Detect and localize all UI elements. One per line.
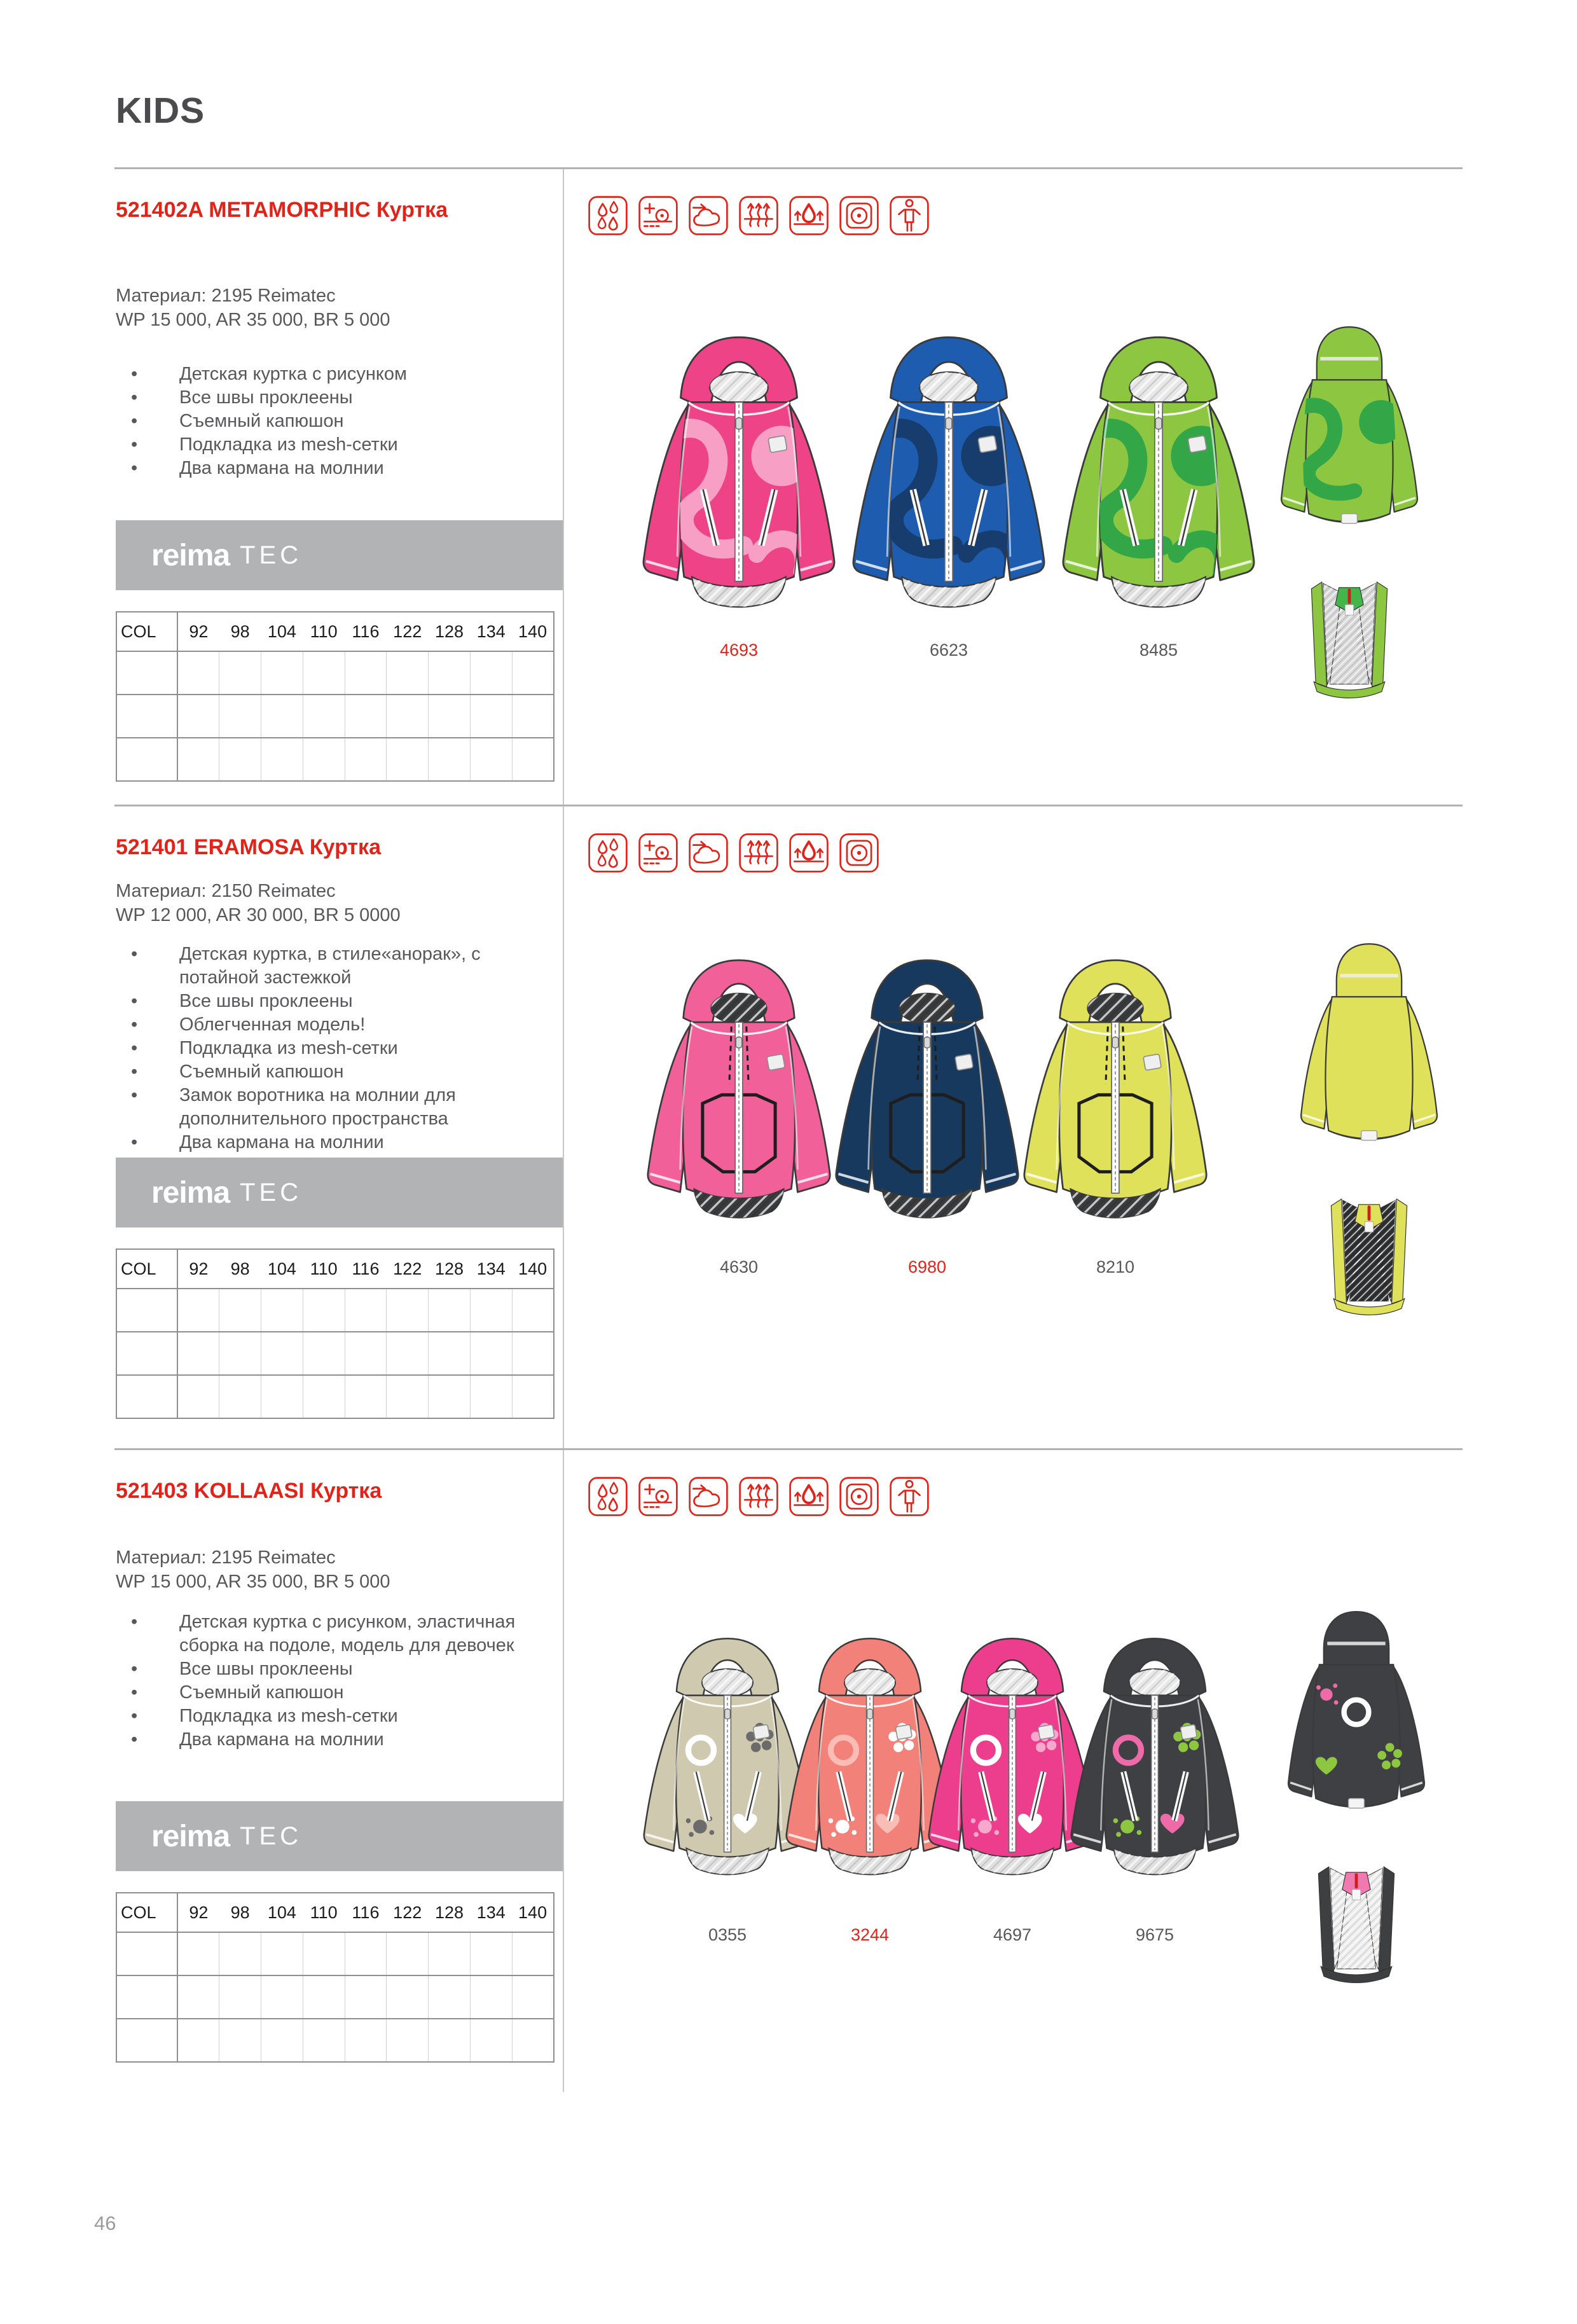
col-header: COL: [116, 1249, 177, 1289]
size-cell: [345, 738, 387, 781]
size-cell: [470, 1932, 512, 1975]
size-cell: [303, 738, 345, 781]
size-cell: [303, 1375, 345, 1418]
size-cell: [177, 1975, 219, 2019]
feature-item: • Съемный капюшон: [116, 1681, 537, 1705]
feature-item: • Облегченная модель!: [116, 1013, 537, 1037]
size-header: 98: [219, 612, 261, 651]
table-row: [116, 1975, 554, 2019]
reima-logo: reima: [151, 1819, 230, 1853]
color-code: 9675: [1135, 1925, 1174, 1944]
size-cell: [429, 1975, 471, 2019]
water-repellent-icon: [788, 195, 830, 237]
size-header: 116: [345, 1249, 387, 1289]
feature-item: • Детская куртка, в стиле«анорак», с потайной застежкой: [116, 943, 537, 990]
size-cell: [303, 1289, 345, 1332]
ergonomic-fit-icon: [888, 1476, 930, 1518]
table-row: [116, 738, 554, 781]
material-line: WP 12 000, AR 30 000, BR 5 0000: [116, 905, 401, 925]
size-header: 110: [303, 1249, 345, 1289]
tec-label: TEC: [240, 1178, 303, 1207]
size-cell: [387, 1289, 429, 1332]
size-cell: [219, 2019, 261, 2062]
alt-views: [1248, 1598, 1463, 1998]
material-info: [116, 284, 537, 332]
product-info: [114, 806, 563, 1448]
jacket-illustration: [1054, 304, 1264, 660]
size-cell: [261, 1975, 303, 2019]
size-cell: [470, 1332, 512, 1375]
table-row: [116, 651, 554, 695]
size-header: 110: [303, 612, 345, 651]
size-cell: [261, 2019, 303, 2062]
breathable-icon: [738, 832, 780, 874]
feature-item: • Детская куртка с рисунком: [116, 363, 537, 386]
size-cell: [177, 738, 219, 781]
jacket-art: [1057, 1589, 1253, 1919]
size-cell: [219, 1932, 261, 1975]
size-table: [116, 611, 554, 782]
size-cell: [116, 695, 177, 738]
reima-logo: reima: [151, 1175, 230, 1210]
jacket-art: [1241, 553, 1457, 712]
size-header: 110: [303, 1893, 345, 1932]
size-header-row: [116, 1249, 554, 1289]
size-cell: [387, 1932, 429, 1975]
table-row: [116, 695, 554, 738]
material-info: [116, 1546, 537, 1594]
size-cell: [387, 738, 429, 781]
windproof-icon: [687, 1476, 729, 1518]
product-gallery: [563, 1450, 1463, 2092]
size-cell: [429, 1332, 471, 1375]
size-cell: [261, 1375, 303, 1418]
alt-views: [1261, 930, 1463, 1331]
jacket-art: [1258, 1598, 1455, 1827]
table-row: [116, 1375, 554, 1418]
size-header: 140: [512, 612, 554, 651]
size-cell: [387, 2019, 429, 2062]
table-row: [116, 1332, 554, 1375]
size-cell: [345, 1932, 387, 1975]
material-line: WP 15 000, AR 35 000, BR 5 000: [116, 310, 390, 330]
size-cell: [429, 695, 471, 738]
jacket-art: [820, 921, 1034, 1252]
product-title: 521402A METAMORPHIC Куртка: [116, 198, 448, 222]
material-info: [116, 879, 537, 927]
jacket-illustration: [1084, 1589, 1226, 1945]
size-cell: [512, 695, 554, 738]
breathable-icon: [738, 1476, 780, 1518]
size-cell: [116, 2019, 177, 2062]
size-cell: [116, 1289, 177, 1332]
waterproof-icon: [587, 832, 629, 874]
feature-item: • Замок воротника на молнии для дополнительного пространства: [116, 1084, 537, 1131]
jacket-art: [1009, 921, 1222, 1252]
feature-item: • Съемный капюшон: [116, 410, 537, 433]
material-line: WP 15 000, AR 35 000, BR 5 000: [116, 1572, 390, 1592]
size-cell: [219, 695, 261, 738]
size-cell: [470, 738, 512, 781]
size-cell: [512, 1289, 554, 1332]
jacket-art: [1248, 1838, 1463, 1997]
feature-item: • Детская куртка с рисунком, эластичная сборка на подоле, модель для девочек: [116, 1610, 537, 1657]
feature-item: • Два кармана на молнии: [116, 457, 537, 480]
color-code: 8210: [1096, 1257, 1135, 1276]
size-header-row: [116, 612, 554, 651]
product-images: [587, 1589, 1463, 1945]
size-header: 134: [470, 612, 512, 651]
color-code: 4630: [719, 1257, 759, 1276]
easy-care-icon: [838, 832, 880, 874]
size-cell: [512, 1375, 554, 1418]
feature-icons: [587, 1476, 1463, 1518]
size-cell: [345, 2019, 387, 2062]
size-cell: [219, 738, 261, 781]
jacket-illustration: [1271, 930, 1463, 1164]
size-cell: [470, 651, 512, 695]
size-cell: [512, 1332, 554, 1375]
easy-care-icon: [838, 195, 880, 237]
feature-list: [116, 943, 537, 1154]
jacket-art: [1271, 930, 1463, 1159]
col-header: COL: [116, 1893, 177, 1932]
jacket-art: [627, 304, 851, 635]
reima-logo: reima: [151, 538, 230, 572]
size-header: 128: [429, 1893, 471, 1932]
tec-label: TEC: [240, 541, 303, 569]
alt-views: [1241, 313, 1457, 714]
size-header: 134: [470, 1893, 512, 1932]
product-section-eramosa: [114, 805, 1463, 1448]
size-cell: [261, 1289, 303, 1332]
size-cell: [429, 1932, 471, 1975]
size-header: 98: [219, 1893, 261, 1932]
jacket-illustration: [1258, 1598, 1455, 1832]
size-header-row: [116, 1893, 554, 1932]
size-cell: [345, 1332, 387, 1375]
product-section-kollaasi: [114, 1448, 1463, 2092]
size-header: 116: [345, 612, 387, 651]
jacket-illustration: [1021, 921, 1209, 1277]
page-content: [114, 90, 1463, 2092]
product-title: 521403 KOLLAASI Куртка: [116, 1479, 382, 1503]
size-cell: [512, 1932, 554, 1975]
size-cell: [303, 695, 345, 738]
size-cell: [116, 1975, 177, 2019]
size-cell: [261, 695, 303, 738]
jacket-illustration: [634, 304, 844, 660]
feature-item: • Съемный капюшон: [116, 1060, 537, 1084]
feature-item: • Все швы проклеены: [116, 1657, 537, 1681]
size-cell: [345, 651, 387, 695]
color-code: 8485: [1139, 640, 1178, 660]
page-title: KIDS: [116, 90, 205, 131]
taped-seams-icon: [637, 1476, 679, 1518]
size-cell: [512, 1975, 554, 2019]
size-cell: [429, 1289, 471, 1332]
size-cell: [387, 651, 429, 695]
color-code: 6623: [929, 640, 968, 660]
feature-list: [116, 1610, 537, 1752]
taped-seams-icon: [637, 832, 679, 874]
easy-care-icon: [838, 1476, 880, 1518]
size-cell: [303, 1332, 345, 1375]
size-cell: [387, 1332, 429, 1375]
size-header: 92: [177, 1893, 219, 1932]
size-header: 104: [261, 1893, 303, 1932]
feature-item: • Все швы проклеены: [116, 386, 537, 410]
windproof-icon: [687, 832, 729, 874]
feature-item: • Подкладка из mesh-сетки: [116, 1037, 537, 1060]
size-header: 128: [429, 612, 471, 651]
size-header: 134: [470, 1249, 512, 1289]
jacket-illustration: [1241, 553, 1457, 714]
size-header: 104: [261, 612, 303, 651]
size-header: 122: [387, 612, 429, 651]
reimatec-logo-bar: [116, 1158, 563, 1228]
tec-label: TEC: [240, 1822, 303, 1850]
size-header: 140: [512, 1893, 554, 1932]
jacket-art: [837, 304, 1061, 635]
feature-item: • Два кармана на молнии: [116, 1728, 537, 1752]
size-cell: [345, 1975, 387, 2019]
size-header: 122: [387, 1893, 429, 1932]
size-cell: [116, 1332, 177, 1375]
color-code: 0355: [708, 1925, 747, 1944]
size-cell: [303, 1975, 345, 2019]
jacket-illustration: [1248, 1838, 1463, 1998]
size-cell: [303, 651, 345, 695]
size-cell: [219, 651, 261, 695]
waterproof-icon: [587, 195, 629, 237]
size-cell: [303, 2019, 345, 2062]
jacket-art: [1261, 1170, 1463, 1329]
taped-seams-icon: [637, 195, 679, 237]
jacket-art: [632, 921, 846, 1252]
size-header: 128: [429, 1249, 471, 1289]
size-cell: [345, 1289, 387, 1332]
product-images: [587, 921, 1463, 1277]
size-cell: [116, 651, 177, 695]
product-images: [587, 304, 1463, 660]
size-cell: [177, 2019, 219, 2062]
size-cell: [429, 651, 471, 695]
size-header: 122: [387, 1249, 429, 1289]
reimatec-logo-bar: [116, 520, 563, 590]
material-line: Материал: 2150 Reimatec: [116, 881, 336, 901]
size-cell: [177, 651, 219, 695]
size-cell: [261, 738, 303, 781]
size-table: [116, 1892, 554, 2063]
feature-list: [116, 363, 537, 480]
size-header: 140: [512, 1249, 554, 1289]
size-cell: [429, 738, 471, 781]
ergonomic-fit-icon: [888, 195, 930, 237]
product-title: 521401 ERAMOSA Куртка: [116, 835, 381, 859]
size-cell: [261, 1332, 303, 1375]
jacket-illustration: [833, 921, 1021, 1277]
size-cell: [470, 1289, 512, 1332]
feature-item: • Все швы проклеены: [116, 990, 537, 1013]
water-repellent-icon: [788, 832, 830, 874]
col-header: COL: [116, 612, 177, 651]
size-cell: [429, 2019, 471, 2062]
color-code: 4693: [719, 640, 759, 660]
feature-item: • Подкладка из mesh-сетки: [116, 1705, 537, 1728]
product-gallery: [563, 806, 1463, 1448]
jacket-art: [1251, 313, 1448, 542]
reimatec-logo-bar: [116, 1801, 563, 1871]
jacket-illustration: [1251, 313, 1448, 547]
size-cell: [219, 1332, 261, 1375]
page-number: 46: [94, 2212, 116, 2234]
size-header: 92: [177, 612, 219, 651]
size-header: 116: [345, 1893, 387, 1932]
size-cell: [303, 1932, 345, 1975]
table-row: [116, 1932, 554, 1975]
jacket-illustration: [645, 921, 833, 1277]
material-line: Материал: 2195 Reimatec: [116, 1547, 336, 1568]
size-cell: [219, 1975, 261, 2019]
product-info: [114, 1450, 563, 2092]
color-code: 3244: [850, 1925, 890, 1944]
size-cell: [177, 1332, 219, 1375]
size-cell: [177, 1289, 219, 1332]
size-cell: [387, 1375, 429, 1418]
windproof-icon: [687, 195, 729, 237]
size-cell: [512, 651, 554, 695]
size-cell: [470, 2019, 512, 2062]
product-gallery: [563, 169, 1463, 805]
size-cell: [116, 738, 177, 781]
material-line: Материал: 2195 Reimatec: [116, 286, 336, 306]
size-cell: [116, 1932, 177, 1975]
breathable-icon: [738, 195, 780, 237]
size-cell: [387, 1975, 429, 2019]
jacket-art: [1047, 304, 1271, 635]
size-cell: [219, 1289, 261, 1332]
product-section-metamorphic: [114, 167, 1463, 805]
size-cell: [116, 1375, 177, 1418]
size-cell: [219, 1375, 261, 1418]
jacket-illustration: [844, 304, 1054, 660]
size-cell: [512, 2019, 554, 2062]
product-info: [114, 169, 563, 805]
feature-item: • Два кармана на молнии: [116, 1131, 537, 1154]
jacket-illustration: [1261, 1170, 1463, 1331]
water-repellent-icon: [788, 1476, 830, 1518]
size-cell: [429, 1375, 471, 1418]
size-cell: [177, 1375, 219, 1418]
size-header: 92: [177, 1249, 219, 1289]
size-cell: [177, 695, 219, 738]
size-cell: [470, 1375, 512, 1418]
size-cell: [177, 1932, 219, 1975]
feature-icons: [587, 832, 1463, 874]
table-row: [116, 1289, 554, 1332]
size-cell: [470, 695, 512, 738]
feature-item: • Подкладка из mesh-сетки: [116, 433, 537, 457]
size-cell: [387, 695, 429, 738]
size-header: 104: [261, 1249, 303, 1289]
waterproof-icon: [587, 1476, 629, 1518]
size-table: [116, 1248, 554, 1419]
color-code: 6980: [907, 1257, 947, 1276]
size-cell: [512, 738, 554, 781]
size-cell: [470, 1975, 512, 2019]
size-header: 98: [219, 1249, 261, 1289]
size-cell: [261, 1932, 303, 1975]
size-cell: [261, 651, 303, 695]
feature-icons: [587, 195, 1463, 237]
table-row: [116, 2019, 554, 2062]
size-cell: [345, 1375, 387, 1418]
size-cell: [345, 695, 387, 738]
color-code: 4697: [993, 1925, 1032, 1944]
